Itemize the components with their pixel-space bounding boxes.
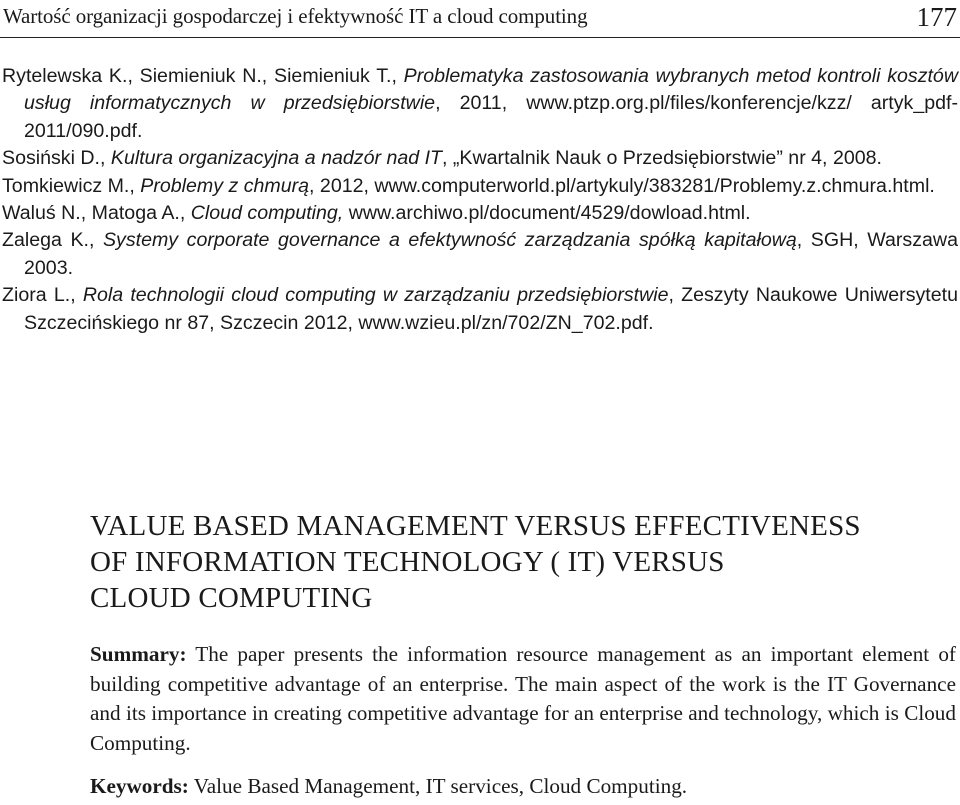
english-title [90, 508, 950, 616]
ref-authors: Waluś N., Matoga A., [2, 202, 191, 225]
ref-authors: Zalega K., [2, 229, 103, 252]
ref-details: , 2011, www.ptzp.org.pl/files/konferencje/kzz/ artyk_pdf- 2011/090.pdf. [24, 92, 958, 142]
ref-details: www.archiwo.pl/document/4529/dowload.html. [343, 202, 751, 225]
ref-title: Kultura organizacyjna a nadzór nad IT [110, 147, 443, 170]
english-title-line: OF INFORMATION TECHNOLOGY ( IT) VERSUS [90, 546, 725, 578]
keywords-paragraph [90, 772, 956, 802]
ref-details: , SGH, Warszawa 2003. [24, 229, 958, 279]
ref-details: , Zeszyty Naukowe Uniwersytetu Szczecińskiego nr 87, Szczecin 2012, www.wzieu.pl/zn/702/ZN_702.pdf. [24, 284, 958, 334]
reference-item [2, 173, 958, 200]
summary-paragraph [90, 640, 956, 758]
reference-item [2, 145, 958, 172]
ref-authors: Ziora L., [2, 284, 83, 307]
keywords-label: Keywords: [90, 774, 189, 798]
reference-list [2, 63, 958, 337]
ref-details: , 2012, www.computerworld.pl/artykuly/383281/Problemy.z.chmura.html. [309, 174, 935, 197]
page-number: 177 [916, 2, 957, 32]
ref-details: , „Kwartalnik Nauk o Przedsiębiorstwie” nr 4, 2008. [442, 147, 882, 170]
ref-title: Rola technologii cloud computing w zarządzaniu przedsiębiorstwie [82, 284, 669, 307]
running-header [0, 2, 960, 34]
running-title: Wartość organizacji gospodarczej i efektywność IT a cloud computing [3, 4, 588, 28]
english-title-line: VALUE BASED MANAGEMENT VERSUS EFFECTIVENESS [90, 510, 861, 542]
reference-item [2, 227, 958, 282]
reference-item [2, 200, 958, 227]
reference-item [2, 63, 958, 145]
header-rule [0, 37, 960, 38]
summary-label: Summary: [90, 642, 187, 666]
ref-authors: Rytelewska K., Siemieniuk N., Siemieniuk T., [2, 65, 404, 87]
english-title-line: CLOUD COMPUTING [90, 582, 373, 614]
ref-authors: Sosiński D., [2, 147, 111, 170]
reference-item [2, 282, 958, 337]
ref-title: Cloud computing, [190, 202, 344, 225]
ref-authors: Tomkiewicz M., [2, 174, 141, 197]
keywords-text: Value Based Management, IT services, Cloud Computing. [188, 774, 688, 798]
ref-title: Systemy corporate governance a efektywność zarządzania spółką kapitałową [102, 229, 797, 252]
summary-text: The paper presents the information resource management as an important element of building competitive advantage of an enterprise. The main aspect of the work is the IT Governance and its importance in creating competitive advantage for an enterprise and technology, which is Cloud Computing. [90, 642, 956, 755]
ref-title: Problematyka zastosowania wybranych metod kontroli kosztów usług informatycznych w przedsiębiorstwie [24, 65, 958, 115]
ref-title: Problemy z chmurą [140, 174, 310, 197]
